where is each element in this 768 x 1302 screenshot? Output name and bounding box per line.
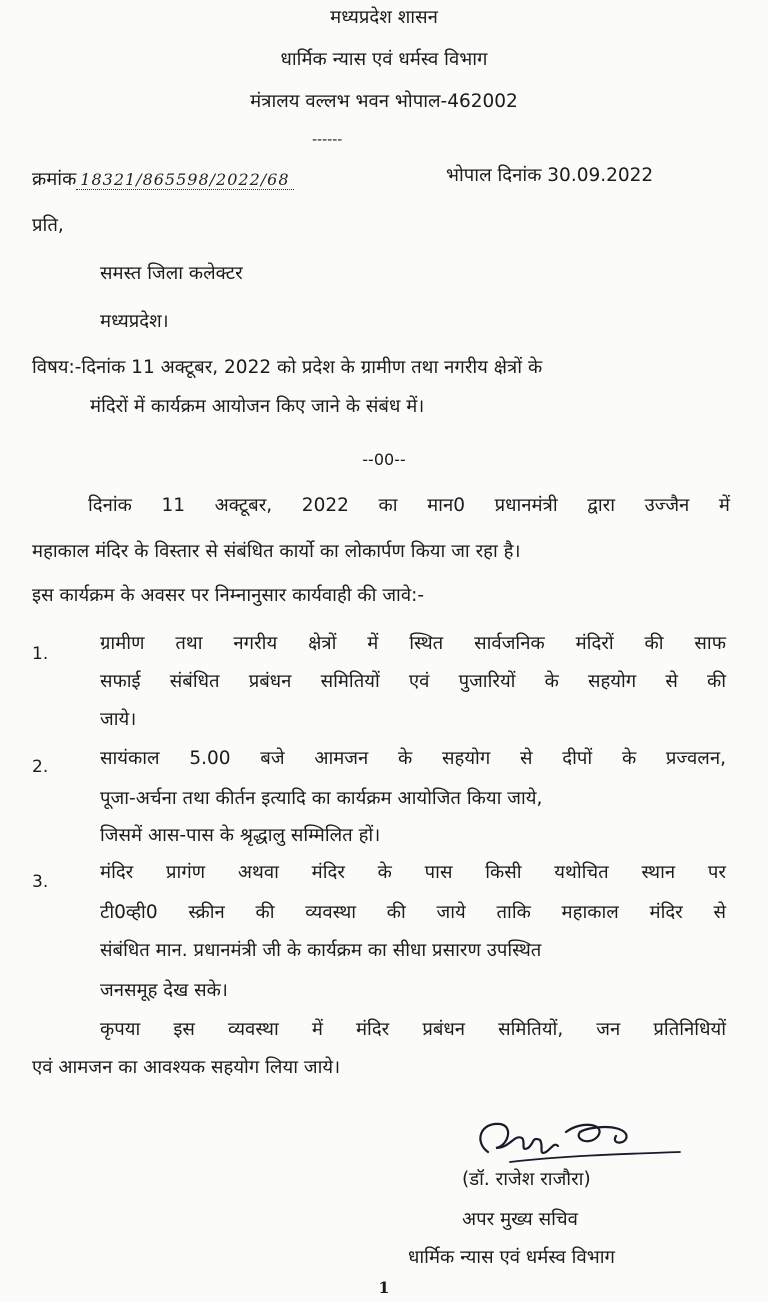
header-rule: ------: [312, 132, 343, 148]
header-address: मंत्रालय वल्लभ भवन भोपाल-462002: [250, 91, 518, 112]
reference-number: 18321/865598/2022/68: [76, 170, 293, 190]
separator: --00--: [362, 450, 406, 469]
reference-label: क्रमांक: [32, 169, 77, 190]
header-department: धार्मिक न्यास एवं धर्मस्व विभाग: [280, 49, 488, 70]
closing-line1: कृपया इस व्यवस्था में मंदिर प्रबंधन समितियों, जन प्रतिनिधियों: [100, 1019, 726, 1040]
subject-line2: मंदिरों में कार्यक्रम आयोजन किए जाने के संबंध में।: [90, 396, 425, 417]
point-3-line3: संबंधित मान. प्रधानमंत्री जी के कार्यक्रम का सीधा प्रसारण उपस्थित: [100, 940, 542, 961]
point-1-number: 1.: [32, 644, 49, 664]
intro-line2: महाकाल मंदिर के विस्तार से संबंधित कार्यो का लोकार्पण किया जा रहा है।: [32, 541, 521, 562]
closing-line2: एवं आमजन का आवश्यक सहयोग लिया जाये।: [32, 1057, 341, 1078]
place-date: भोपाल दिनांक 30.09.2022: [446, 165, 654, 186]
point-3-line2: टी0व्ही0 स्क्रीन की व्यवस्था की जाये ताकि महाकाल मंदिर से: [100, 902, 726, 923]
point-2-number: 2.: [32, 757, 49, 777]
recipient-prati: प्रति,: [32, 215, 64, 236]
page-number: 1: [378, 1278, 390, 1297]
handwritten-signature: [470, 1112, 690, 1174]
point-1-line1: ग्रामीण तथा नगरीय क्षेत्रों में स्थित सार्वजनिक मंदिरों की साफ: [100, 633, 726, 654]
recipient-line2: मध्यप्रदेश।: [100, 311, 169, 332]
point-3-line1: मंदिर प्रागंण अथवा मंदिर के पास किसी यथोचित स्थान पर: [100, 862, 726, 883]
point-1-line3: जाये।: [100, 709, 137, 730]
point-2-line1: सायंकाल 5.00 बजे आमजन के सहयोग से दीपों के प्रज्वलन,: [100, 748, 726, 769]
subject-line1: विषय:-दिनांक 11 अक्टूबर, 2022 को प्रदेश के ग्रामीण तथा नगरीय क्षेत्रों के: [32, 357, 543, 378]
point-2-line3: जिसमें आस-पास के श्रृद्धालु सम्मिलित हों।: [100, 825, 381, 846]
header-government: मध्यप्रदेश शासन: [330, 7, 438, 28]
point-3-number: 3.: [32, 872, 49, 892]
signatory-designation: अपर मुख्य सचिव: [462, 1209, 578, 1230]
signatory-department: धार्मिक न्यास एवं धर्मस्व विभाग: [408, 1247, 615, 1268]
recipient-line1: समस्त जिला कलेक्टर: [100, 263, 243, 284]
reference-line: [32, 168, 294, 192]
point-3-line4: जनसमूह देख सके।: [100, 980, 228, 1001]
point-2-line2: पूजा-अर्चना तथा कीर्तन इत्यादि का कार्यक्रम आयोजित किया जाये,: [100, 788, 543, 809]
signatory-name: (डॉ. राजेश राजौरा): [462, 1169, 591, 1190]
point-1-line2: सफाई संबंधित प्रबंधन समितियों एवं पुजारियों के सहयोग से की: [100, 671, 726, 692]
intro-line3: इस कार्यक्रम के अवसर पर निम्नानुसार कार्यवाही की जावे:-: [32, 585, 425, 606]
intro-line1: दिनांक 11 अक्टूबर, 2022 का मान0 प्रधानमंत्री द्वारा उज्जैन में: [88, 495, 730, 516]
